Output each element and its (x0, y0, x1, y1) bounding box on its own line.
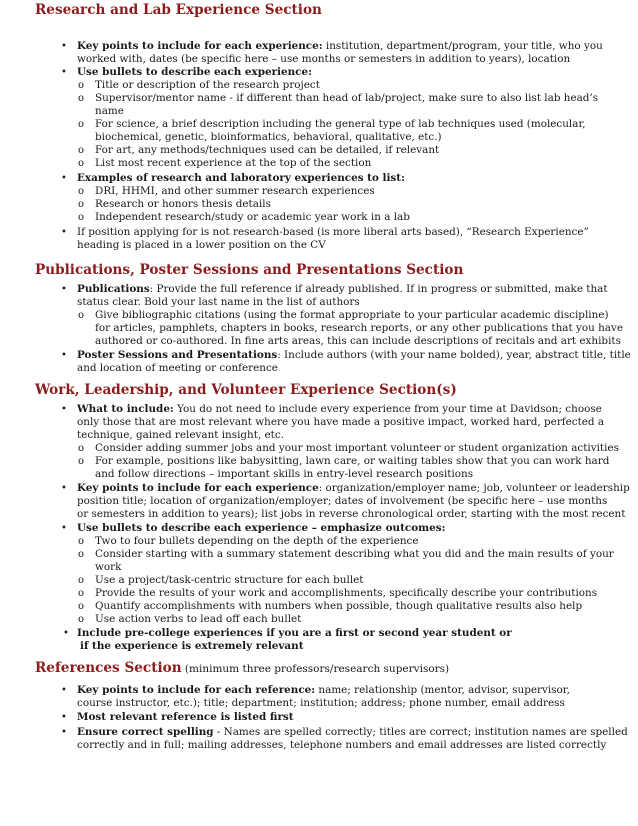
spelling-line: Ensure correct spelling - Names are spelled correctly; titles are correct; institution names are spelled (77, 726, 628, 738)
reference-key-points-line: Key points to include for each reference: name; relationship (mentor, advisor, supervisor, (77, 684, 570, 696)
list-item: Quantify accomplishments with numbers when possible, though qualitative results also help (95, 600, 583, 612)
sub-marker: o (78, 93, 85, 104)
position-note-2: heading is placed in a lower position on the CV (77, 239, 326, 251)
list-item: Title or description of the research project (95, 79, 320, 91)
sub-marker: o (78, 199, 85, 210)
publications-line: Publications: Provide the full reference if already published. If in progress or submitted, make that (77, 283, 608, 295)
sub-marker: o (78, 145, 85, 156)
position-note: If position applying for is not research-based (is more liberal arts based), “Research Experience” (77, 226, 589, 238)
list-item: List most recent experience at the top of the section (95, 157, 372, 169)
sub-marker: o (78, 614, 85, 625)
sub-marker: o (78, 456, 85, 467)
sub-marker: o (78, 443, 85, 454)
research-lab-section-title: Research and Lab Experience Section (35, 2, 322, 18)
pre-college-line-2: if the experience is extremely relevant (80, 640, 304, 652)
list-item: Two to four bullets depending on the depth of the experience (95, 535, 419, 547)
sub-marker: o (78, 601, 85, 612)
examples-heading: Examples of research and laboratory experiences to list: (77, 172, 405, 184)
list-item: Give bibliographic citations (using the format appropriate to your particular academic discipline) (95, 309, 609, 321)
sub-marker: o (78, 212, 85, 223)
poster-line-2: and location of meeting or conference (77, 362, 278, 374)
what-include-line-3: technique, gained relevant insight, etc. (77, 429, 284, 441)
spelling-line-2: correctly and in full; mailing addresses, telephone numbers and email addresses are listed correctly (77, 739, 607, 751)
bullet-marker: • (61, 523, 67, 534)
list-item: Supervisor/mentor name - if different than head of lab/project, make sure to also list lab head’s (95, 92, 599, 104)
list-item: For science, a brief description including the general type of lab techniques used (molecular, (95, 118, 586, 130)
list-item: Independent research/study or academic year work in a lab (95, 211, 410, 223)
key-points-work-line: Key points to include for each experience: organization/employer name; job, volunteer or leadership (77, 482, 630, 494)
what-include-line: What to include: You do not need to include every experience from your time at Davidson; choose (77, 403, 602, 415)
bullet-marker: • (61, 350, 67, 361)
list-item: For example, positions like babysitting, lawn care, or waiting tables show that you can work hard (95, 455, 610, 467)
work-section-title: Work, Leadership, and Volunteer Experience Section(s) (35, 382, 457, 398)
list-item: Use action verbs to lead off each bullet (95, 613, 302, 625)
list-item: work (95, 561, 122, 573)
bullet-marker: • (61, 483, 67, 494)
sub-marker: o (78, 80, 85, 91)
key-points-work-line-3: or semesters in addition to years); list jobs in reverse chronological order, starting with the most recent (77, 508, 626, 520)
key-points-line: Key points to include for each experience: institution, department/program, your title, who you (77, 40, 603, 52)
what-include-line-2: only those that are most relevant where you have made a positive impact, worked hard, perfected a (77, 416, 605, 428)
list-item: Provide the results of your work and accomplishments, specifically describe your contributions (95, 587, 598, 599)
list-item: authored or co-authored. In fine arts areas, this can include descriptions of recitals and art exhibits (95, 335, 621, 347)
list-item: Use a project/task-centric structure for each bullet (95, 574, 364, 586)
publications-section-title: Publications, Poster Sessions and Presentations Section (35, 262, 464, 278)
list-item: and follow directions – important skills in entry-level research positions (95, 468, 474, 480)
references-section-title: References Section (minimum three professors/research supervisors) (35, 660, 450, 676)
bullet-marker: • (61, 227, 67, 238)
list-item: DRI, HHMI, and other summer research experiences (95, 185, 375, 197)
bullet-marker: • (61, 404, 67, 415)
sub-marker: o (78, 186, 85, 197)
sub-marker: o (78, 575, 85, 586)
list-item: Research or honors thesis details (95, 198, 271, 210)
publications-line-2: status clear. Bold your last name in the list of authors (77, 296, 360, 308)
bullet-marker: • (61, 727, 67, 738)
bullet-marker: • (63, 628, 69, 639)
use-bullets-heading: Use bullets to describe each experience: (77, 66, 312, 78)
bullet-marker: • (61, 67, 67, 78)
sub-marker: o (78, 536, 85, 547)
bullet-marker: • (61, 712, 67, 723)
bullet-marker: • (61, 173, 67, 184)
pre-college-line: Include pre-college experiences if you are a first or second year student or (77, 627, 512, 639)
key-points-work-line-2: position title; location of organization/employer; dates of involvement (be specific here – use months (77, 495, 608, 507)
bullet-marker: • (61, 685, 67, 696)
bullet-marker: • (61, 41, 67, 52)
bullet-marker: • (61, 284, 67, 295)
poster-line: Poster Sessions and Presentations: Include authors (with your name bolded), year, abstract title, title (77, 349, 631, 361)
list-item: Consider adding summer jobs and your most important volunteer or student organization activities (95, 442, 619, 454)
sub-marker: o (78, 119, 85, 130)
list-item: Consider starting with a summary statement describing what you did and the main results of your (95, 548, 614, 560)
sub-marker: o (78, 158, 85, 169)
list-item: for articles, pamphlets, chapters in books, research reports, or any other publications that you have (95, 322, 623, 334)
reference-key-points-line-2: course instructor, etc.); title; department; institution; address; phone number, email address (77, 697, 565, 709)
sub-marker: o (78, 549, 85, 560)
key-points-line-2: worked with, dates (be specific here – use months or semesters in addition to years), location (77, 53, 571, 65)
most-relevant-line: Most relevant reference is listed first (77, 711, 294, 723)
use-bullets-outcomes-heading: Use bullets to describe each experience – emphasize outcomes: (77, 522, 446, 534)
sub-marker: o (78, 588, 85, 599)
references-subtitle: (minimum three professors/research supervisors) (181, 663, 450, 675)
sub-marker: o (78, 310, 85, 321)
list-item: biochemical, genetic, bioinformatics, behavioral, qualitative, etc.) (95, 131, 442, 143)
list-item: For art, any methods/techniques used can be detailed, if relevant (95, 144, 440, 156)
list-item: name (95, 105, 124, 117)
